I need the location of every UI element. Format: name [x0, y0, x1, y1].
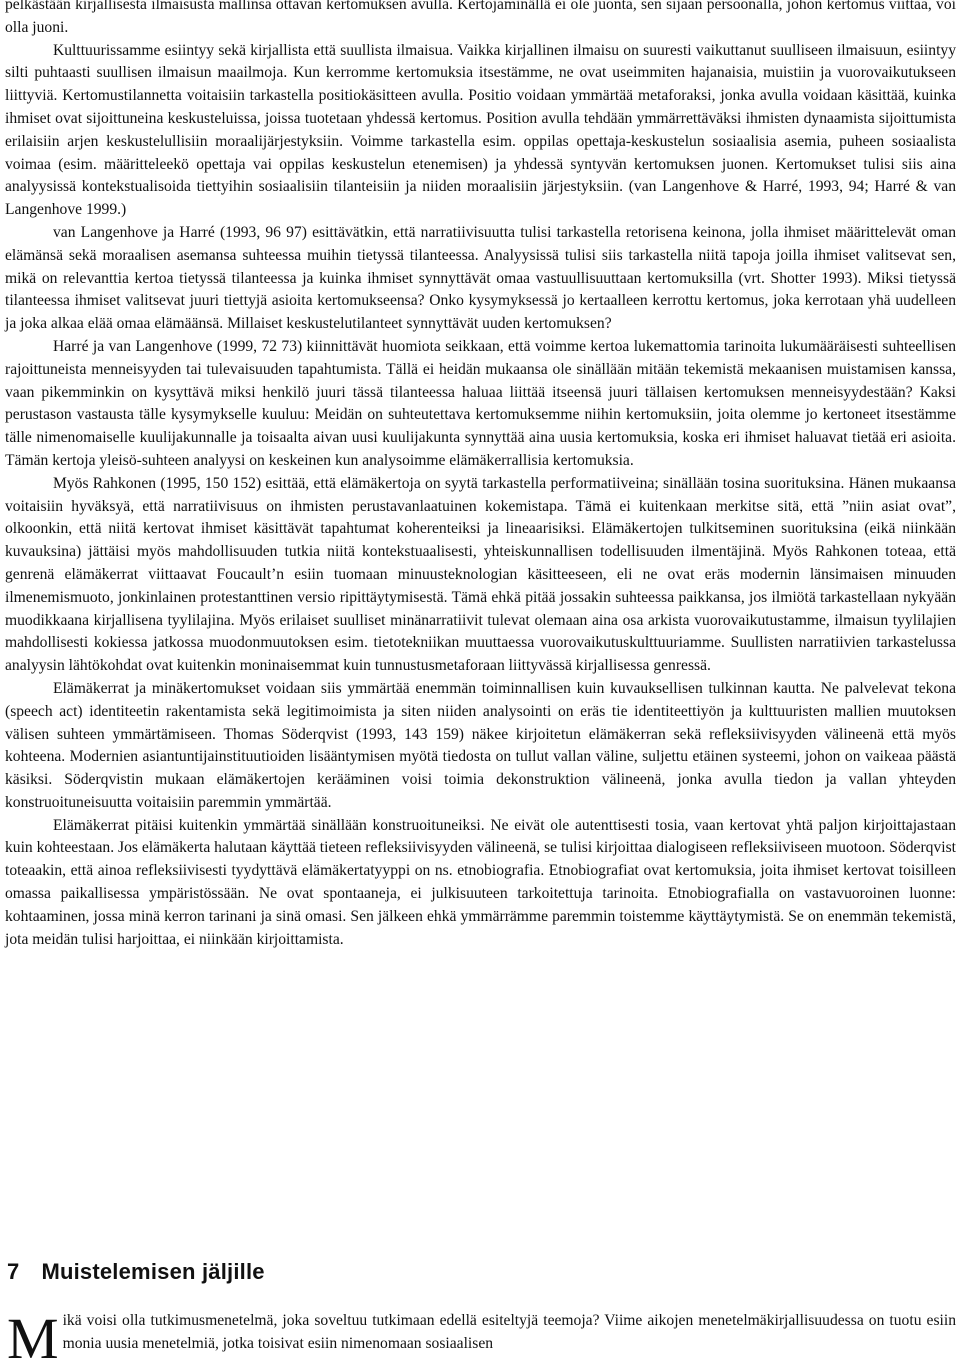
paragraph-narrativity-rhetoric: van Langenhove ja Harré (1993, 96 97) esittävätkin, että narratiivisuutta tulisi tarkastella retorisena keinona, jolla ihmiset määrittelevät oman elämänsä sekä moraalisen asemansa suhteessa muihin tietyssä tilanteessa. Analyysissä tulisi siis tarkastella niitä tapoja joilla ihmiset valitsevat sen, mikä on relevanttia kertoa tietyssä tilanteessa ja kuinka ihmiset synnyttävät omaa vastuullisuuttaan kertomuksilla (vrt. Shotter 1993). Miksi tietyssä tilanteessa ihmiset valitsevat juuri tiettyjä asioita kertomukseensa? Onko kysymyksessä jo kertaalleen kerrottu kertomus, joka kerrotaan yhä uudelleen ja joka alkaa elää omaa elämäänsä. Millaiset keskustelutilanteet synnyttävät uuden kertomuksen? [5, 223, 956, 333]
paragraph-continued: pelkästään kirjallisesta ilmaisusta mallinsa ottavan kertomuksen avulla. Kertojaminällä ei ole juonta, sen sijaan persoonalla, johon kertomus viittaa, voi olla juoni. [5, 0, 956, 36]
intro-text: ikä voisi olla tutkimusmenetelmä, joka soveltuu tutkimaan edellä esiteltyjä teemoja? Viime aikojen menetelmäkirjallisuudessa on tuotu esiin monia uusia menetelmiä, jotka toisivat esiin nimenomaan sosiaalisen [62, 1312, 956, 1352]
body-text [5, 0, 956, 951]
section-number: 7 [7, 1259, 20, 1284]
paragraph-oral-expression: Kulttuurissamme esiintyy sekä kirjallista että suullista ilmaisua. Vaikka kirjallinen ilmaisu on suuresti vaikuttanut suulliseen ilmaisuun, esiintyy silti puhtaasti suullisen ilmaisun maailmoja. Kun kerromme kertomuksia itsestämme, ne ovat useimmiten hajanaisia, muistiin ja vuorovaikutukseen liittyviä. Kertomustilannetta voitaisiin tarkastella positiokäsitteen avulla. Positio voidaan ymmärtää metaforaksi, jonka avulla voidaan käsittää, kuinka ihmiset ovat sijoittuneina keskusteluissa, joissa tuotetaan yhdessä kertomus. Position avulla tehdään ymmärrettäväksi ihmisten dynaamista sijoittumista erilaisiin arjen keskustelullisiin moraalijärjestyksiin. Voimme tarkastella esim. oppilas opettaja-keskustelun sosiaalisia asemia, puheen sosiaalista voimaa (esim. määritteleekö opettaja vai oppilas keskustelun etenemisen) ja yhdessä syntyvän kertomuksen juonen. Kertomukset tulisi siis aina analyysissä kontekstualisoida tiettyihin sosiaalisiin tilanteisiin ja niiden moraalisiin järjestyksiin. (van Langenhove & Harré, 1993, 94; Harré & van Langenhove 1999.) [5, 41, 956, 219]
paragraph-harre-langenhove: Harré ja van Langenhove (1999, 72 73) kiinnittävät huomiota seikkaan, että voimme kertoa lukemattomia tarinoita lukumääräisesti suhteellisen rajoittuneista menneisyyden tai tulevaisuuden tapahtumista. Tällä ei heidän mukaansa ole sinällään mitään tekemistä mekaanisen muistamisen kanssa, vaan pikemminkin on kysyttävä miksi henkilö juuri tässä tilanteessa haluaa liittää itseensä juuri tällaisen kertomuksen menneisyydestään? Kaksi perustason vastausta tälle kysymykselle kuuluu: Meidän on suhteutettava kertomuksemme niihin kertomuksiin, joita olemme jo kertoneet itsestämme tälle nimenomaiselle kuulijakunnalle ja toisaalta aivan uusi kuulijakunta synnyttää aina uusia kertomuksia, koska eri ihmiset haluavat tietää eri asioita. Tämän kertoja yleisö-suhteen analyysi on keskeinen kun analysoimme elämäkerrallisia kertomuksia. [5, 337, 956, 469]
section-title: Muistelemisen jäljille [41, 1259, 265, 1284]
section-intro-paragraph [7, 1306, 956, 1371]
paragraph-soderqvist: Elämäkerrat ja minäkertomukset voidaan siis ymmärtää enemmän toiminnallisen kuin kuvauksellisen tulkinnan kautta. Ne palvelevat tekona (speech act) identiteetin rakentamista sekä legitimoimista ja siten niiden analysointi on eräs tie identiteettiyön ja kulttuuristen mallien muutoksen välisen suhteen ymmärtämiseen. Thomas Söderqvist (1993, 143 159) näkee kirjoitetun elämäkerran sekä refleksiivisyyden välineenä että myös kohteena. Modernien asiantuntijainstituutioiden lisääntymisen myötä tiedosta on tullut vallan väline, suljettu etäinen systeemi, johon on vaikeaa päästä käsiksi. Söderqvistin mukaan elämäkertojen kerääminen voisi toimia dekonstruktion välineenä, jonka avulla tiedon ja vallan yhteyden konstruoituneisuutta voitaisiin paremmin ymmärtää. [5, 679, 956, 811]
paragraph-rahkonen: Myös Rahkonen (1995, 150 152) esittää, että elämäkertoja on syytä tarkastella performatiiveina; sinällään tosina suorituksina. Hänen mukaansa voitaisiin hyväksyä, että narratiivisuus on ihmisten perustavanlaatuinen kokemistapa. Tämä ei kuitenkaan merkitse sitä, että ”niin asiat ovat”, olkoonkin, että niitä kertovat ihmiset käsittävät tapahtumat koherenteiksi ja lineaarisiksi. Elämäkertojen tulkitseminen suorituksina (eikä niinkään kuvauksina) jättäisi myös mahdollisuuden tutkia niitä kontekstuaalisesti, yhteiskunnallisen todellisuuden ilmentäjinä. Myös Rahkonen toteaa, että genrenä elämäkerrat viittaavat Foucault’n esiin tuomaan minuusteknologian käsitteeseen, eli ne ovat eräs modernin länsimaisen minuuden ilmenemismuoto, jonkinlainen protestanttinen versio ripittäytymisestä. Tämä ehkä pitää jossakin suhteessa paikkansa, jos ilmiötä tarkastellaan nykyään muodikkaana kirjallisena tyylilajina. Myös erilaiset suulliset minänarratiivit tulevat olemaan aina osa arkista vuorovaikutustamme, ilmaisun tyylilajien mahdollisesti kokiessa jatkossa muodonmuutoksen esim. tietotekniikan muuttaessa vuorovaikutuskulttuuriamme. Suullisten narratiivien tarkastelussa analyysin lähtökohdat ovat kuitenkin moninaisemmat kuin tunnustusmetaforaan liittyvässä kirjallisessa genressä. [5, 474, 956, 675]
drop-cap: M [7, 1306, 59, 1371]
section-heading [7, 1258, 265, 1286]
paragraph-ethnobiography: Elämäkerrat pitäisi kuitenkin ymmärtää sinällään konstruoituneiksi. Ne eivät ole autenttisesti tosia, vaan kertovat yhtä paljon kirjoittajastaan kuin kohteestaan. Jos elämäkerta halutaan käyttää tieteen refleksiivisyyden välineenä, se tulisi kirjoittaa dialogiseen refleksiiviseen muotoon. Söderqvist toteaakin, että ainoa refleksiivisesti tyydyttävä elämäkertatyyppi on ns. etnobiografia. Etnobiografiat ovat kertomuksia, joita ihmiset kertovat toisilleen omassa paikallisessa ympäristössään. Ne ovat spontaaneja, ei julkisuuteen tarkoitettuja tarinoita. Etnobiografialla on vastavuoroinen luonne: kohtaaminen, jossa minä kerron tarinani ja sinä omasi. Sen jälkeen ehkä ymmärrämme paremmin toistemme käyttäytymistä. Se on enemmän tekemistä, jota meidän tulisi harjoittaa, ei niinkään kirjoittamista. [5, 816, 956, 948]
